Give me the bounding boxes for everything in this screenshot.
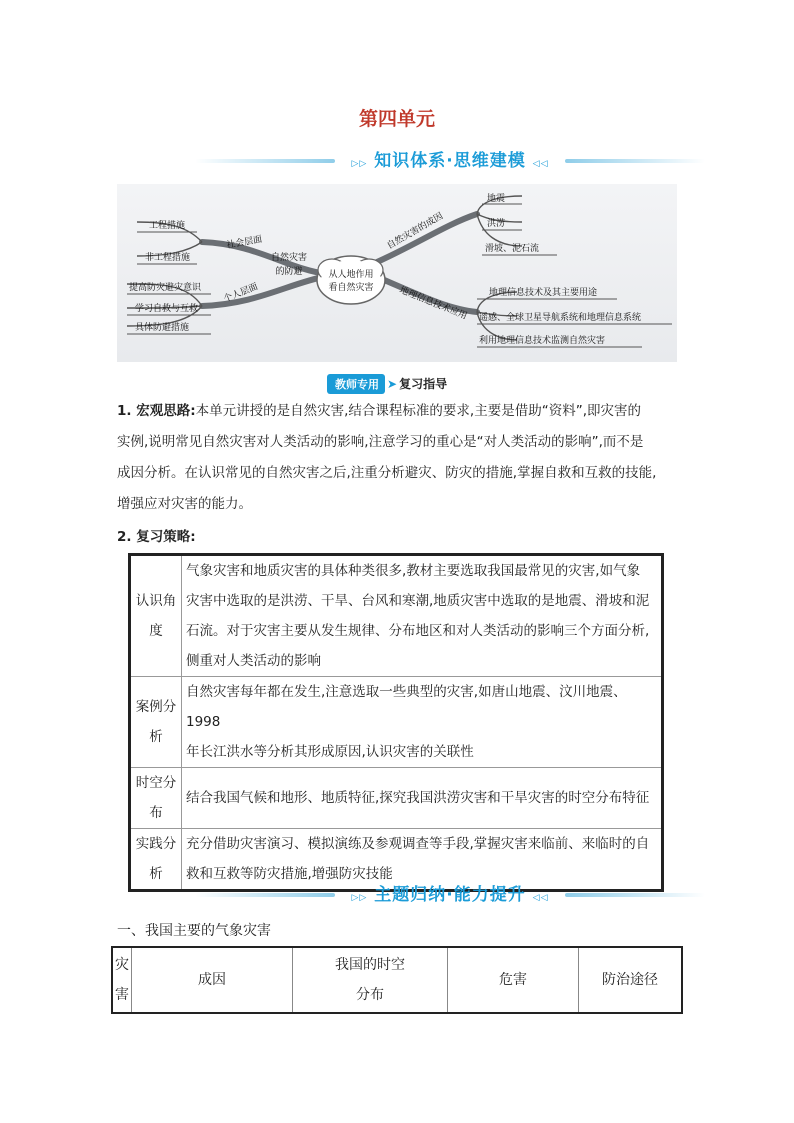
cell-line: 实践分 — [135, 836, 177, 852]
paragraph-line: 实例,说明常见自然灾害对人类活动的影响,注意学习的重心是“对人类活动的影响”,而不是 — [117, 434, 644, 450]
meteorological-disaster-table — [111, 946, 683, 1014]
cell-line: 我国的时空 — [335, 957, 405, 973]
mind-map-center-cloud — [317, 256, 385, 304]
paragraph-line: 成因分析。在认识常见的自然灾害之后,注重分析避灾、防灾的措施,掌握自救和互救的技能, — [117, 465, 657, 481]
cell-line: 案例分 — [135, 699, 177, 715]
cause-label: 自然灾害的成因 — [385, 211, 446, 252]
table-row — [130, 768, 663, 829]
page-title: 第四单元 — [358, 108, 435, 130]
banner-arrow-icon: ▷▷ — [351, 893, 368, 903]
header-cell — [132, 947, 293, 1013]
review-strategy-heading-text: 2. 复习策略: — [117, 529, 196, 545]
center-line-1: 从人地作用 — [328, 270, 374, 280]
macro-approach-heading: 1. 宏观思路: — [117, 403, 196, 419]
tech-item-1: 地理信息技术及其主要用途 — [489, 288, 598, 298]
cell-line: 度 — [149, 623, 163, 639]
cell-line: 析 — [149, 729, 163, 745]
cell-line: 危害 — [499, 972, 527, 988]
cell-line: 自然灾害每年都在发生,注意选取一些典型的灾害,如唐山地震、汶川地震、1998 — [186, 684, 627, 730]
table-key-cell — [130, 677, 182, 768]
paragraph-line: 增强应对灾害的能力。 — [117, 496, 252, 512]
left-branch-line-1: 自然灾害 — [270, 253, 308, 263]
banner-arrow-icon: ▷▷ — [351, 159, 368, 169]
cell-line: 时空分 — [135, 775, 177, 791]
knowledge-banner — [195, 148, 705, 174]
cell-line: 石流。对于灾害主要从发生规律、分布地区和对人类活动的影响三个方面分析, — [186, 623, 650, 639]
section-title: 一、我国主要的气象灾害 — [117, 923, 271, 939]
cell-line: 结合我国气候和地形、地质特征,探究我国洪涝灾害和干旱灾害的时空分布特征 — [186, 790, 650, 806]
banner-right-line — [565, 893, 705, 897]
personal-item-3: 具体防避措施 — [135, 323, 190, 333]
banner-text: 主题归纳·能力提升 — [374, 885, 526, 905]
center-line-2: 看自然灾害 — [328, 283, 374, 293]
cause-item-1: 地震 — [487, 194, 506, 204]
cause-item-3: 滑坡、泥石流 — [485, 244, 540, 254]
header-cell — [448, 947, 579, 1013]
table-row — [130, 677, 663, 768]
banner-title — [345, 148, 555, 177]
cell-line: 认识角 — [135, 593, 177, 609]
table-text-cell — [182, 768, 663, 829]
review-guide-header — [327, 373, 447, 393]
banner-right-line — [565, 159, 705, 163]
banner-left-line — [195, 893, 335, 897]
cell-line: 灾 — [115, 957, 129, 973]
cell-line: 害 — [115, 987, 129, 1003]
banner-text: 知识体系·思维建模 — [374, 151, 526, 171]
social-item-1: 工程措施 — [149, 221, 186, 231]
cell-line: 气象灾害和地质灾害的具体种类很多,教材主要选取我国最常见的灾害,如气象 — [186, 563, 641, 579]
paragraph-line: 本单元讲授的是自然灾害,结合课程标准的要求,主要是借助“资料”,即灾害的 — [195, 403, 641, 419]
left-branch-line-2: 的防避 — [275, 267, 303, 277]
header-cell — [293, 947, 448, 1013]
cell-line: 析 — [149, 866, 163, 882]
theme-banner — [195, 882, 705, 908]
banner-title — [345, 882, 555, 911]
banner-arrow-icon: ◁◁ — [532, 893, 549, 903]
arrow-icon: ➤ — [387, 376, 398, 391]
social-item-2: 非工程措施 — [145, 253, 191, 263]
cell-line: 成因 — [198, 972, 226, 988]
cell-line: 布 — [149, 805, 163, 821]
header-cell — [112, 947, 132, 1013]
cell-line: 充分借助灾害演习、模拟演练及参观调查等手段,掌握灾害来临前、来临时的自 — [186, 836, 650, 852]
table-text-cell — [182, 555, 663, 677]
table-key-cell — [130, 555, 182, 677]
banner-arrow-icon: ◁◁ — [532, 159, 549, 169]
review-guide-label: 复习指导 — [399, 377, 448, 391]
tech-item-3: 利用地理信息技术监测自然灾害 — [479, 336, 606, 346]
mind-map — [117, 184, 677, 362]
teacher-badge: 教师专用 — [327, 374, 385, 394]
cause-item-2: 洪涝 — [487, 219, 506, 229]
strategy-table — [128, 553, 664, 892]
cell-line: 年长江洪水等分析其形成原因,认识灾害的关联性 — [186, 744, 474, 760]
tech-item-2: 遥感、全球卫星导航系统和地理信息系统 — [479, 313, 642, 323]
banner-left-line — [195, 159, 335, 163]
paragraph-macro-approach — [117, 396, 677, 520]
cell-line: 侧重对人类活动的影响 — [186, 653, 321, 669]
cell-line: 防治途径 — [602, 972, 658, 988]
cell-line: 分布 — [356, 987, 384, 1003]
cell-line: 灾害中选取的是洪涝、干旱、台风和寒潮,地质灾害中选取的是地震、滑坡和泥 — [186, 593, 650, 609]
table-key-cell — [130, 768, 182, 829]
table-text-cell — [182, 677, 663, 768]
table-header-row — [112, 947, 682, 1013]
header-cell — [579, 947, 683, 1013]
personal-label: 个人层面 — [222, 282, 260, 305]
review-strategy-heading — [117, 522, 677, 553]
table-key-cell — [130, 829, 182, 891]
tech-label: 地理信息技术应用 — [397, 285, 469, 322]
personal-item-2: 学习自救与互救 — [135, 304, 199, 314]
social-label: 社会层面 — [225, 234, 263, 251]
personal-item-1: 提高防灾避灾意识 — [129, 283, 202, 293]
table-row — [130, 555, 663, 677]
cell-line: 救和互救等防灾措施,增强防灾技能 — [186, 866, 393, 882]
